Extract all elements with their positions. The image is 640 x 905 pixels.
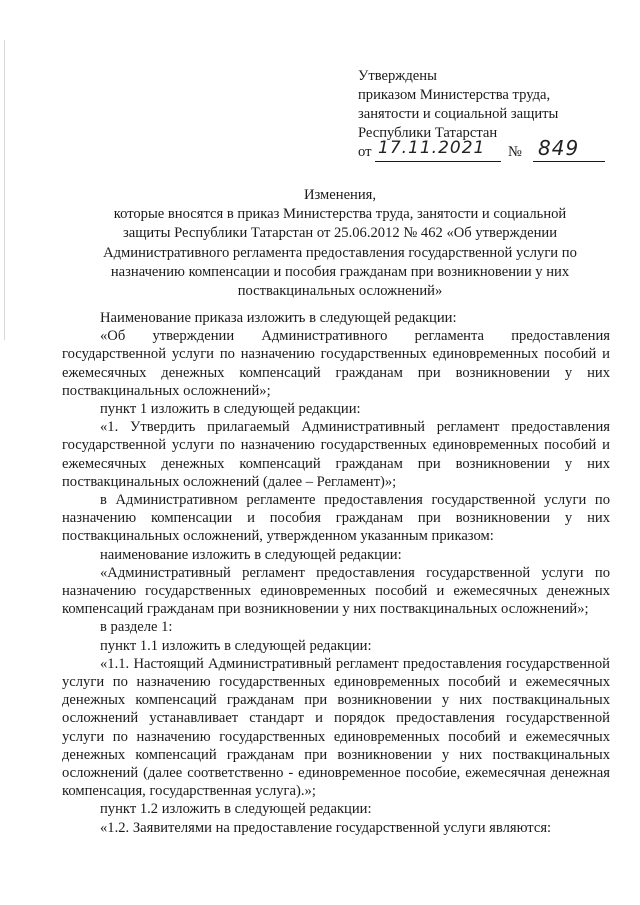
approval-line: занятости и социальной защиты	[358, 106, 559, 122]
date-number-row	[358, 136, 580, 165]
paragraph: «1.2. Заявителями на предоставление государственной услуги являются:	[100, 819, 552, 836]
paragraph: Наименование приказа изложить в следующей редакции:	[100, 310, 457, 326]
title-line: поствакцинальных осложнений»	[237, 283, 443, 300]
paragraph: «1.1. Настоящий Административный регламент предоставления государственной услуги по назначению государственных единовременных пособий и ежемесячных денежных компенсаций гражданам при возникновении у них поствакцинальных осложнений устанавливает стандарт и порядок предоставления государственной услуги по назначению государственных единовременных пособий и ежемесячных денежных компенсаций гражданам при возникновении у них поствакцинальных осложнений (далее соответственно - единовременное пособие, ежемесячная денежная компенсация, государственная услуга).»;	[62, 655, 610, 800]
approval-line: приказом Министерства труда,	[358, 87, 551, 103]
document-body	[62, 309, 610, 837]
date-underline	[375, 161, 501, 162]
approval-stamp-block	[358, 67, 580, 165]
title-line: защиты Республики Татарстан от 25.06.2012 № 462 «Об утверждении	[122, 225, 558, 242]
paragraph: пункт 1 изложить в следующей редакции:	[100, 401, 361, 418]
approval-line: Утверждены	[358, 68, 437, 84]
paragraph: наименование изложить в следующей редакции:	[100, 546, 402, 563]
number-label: №	[508, 144, 522, 160]
paragraph: «Административный регламент предоставления государственной услуги по назначению государственных единовременных пособий и ежемесячных денежных компенсаций гражданам при возникновении у них поствакцинальных осложнений»;	[62, 564, 610, 618]
number-underline	[533, 161, 605, 162]
paragraph: «Об утверждении Административного регламента предоставления государственной услуги по назначению государственных единовременных пособий и ежемесячных денежных компенсаций гражданам при возникновении у них поствакцинальных осложнений»;	[62, 328, 610, 399]
paragraph: в разделе 1:	[100, 619, 173, 636]
title-line: которые вносятся в приказ Министерства труда, занятости и социальной	[113, 206, 567, 223]
scan-edge-mark	[4, 40, 5, 340]
paragraph: пункт 1.2 изложить в следующей редакции:	[100, 801, 372, 818]
title-line: Изменения,	[303, 187, 377, 203]
title-line: назначению компенсации и пособия гражданам при возникновении у них	[110, 263, 570, 280]
from-label: от	[358, 144, 372, 160]
approval-line: Республики Татарстан	[358, 125, 498, 141]
handwritten-date: 17.11.2021	[378, 138, 486, 158]
handwritten-number: 849	[538, 136, 580, 160]
paragraph: «1. Утвердить прилагаемый Административный регламент предоставления государственной услуги по назначению государственных единовременных пособий и ежемесячных денежных компенсаций гражданам при возникновении у них поствакцинальных осложнений (далее – Регламент)»;	[62, 419, 610, 490]
document-title	[60, 186, 620, 301]
title-line: Административного регламента предоставления государственной услуги по	[103, 244, 577, 261]
paragraph: пункт 1.1 изложить в следующей редакции:	[100, 637, 372, 654]
paragraph: в Административном регламенте предоставления государственной услуги по назначению компенсации и пособия гражданам при возникновении у них поствакцинальных осложнений, утвержденном указанным приказом:	[62, 492, 610, 545]
